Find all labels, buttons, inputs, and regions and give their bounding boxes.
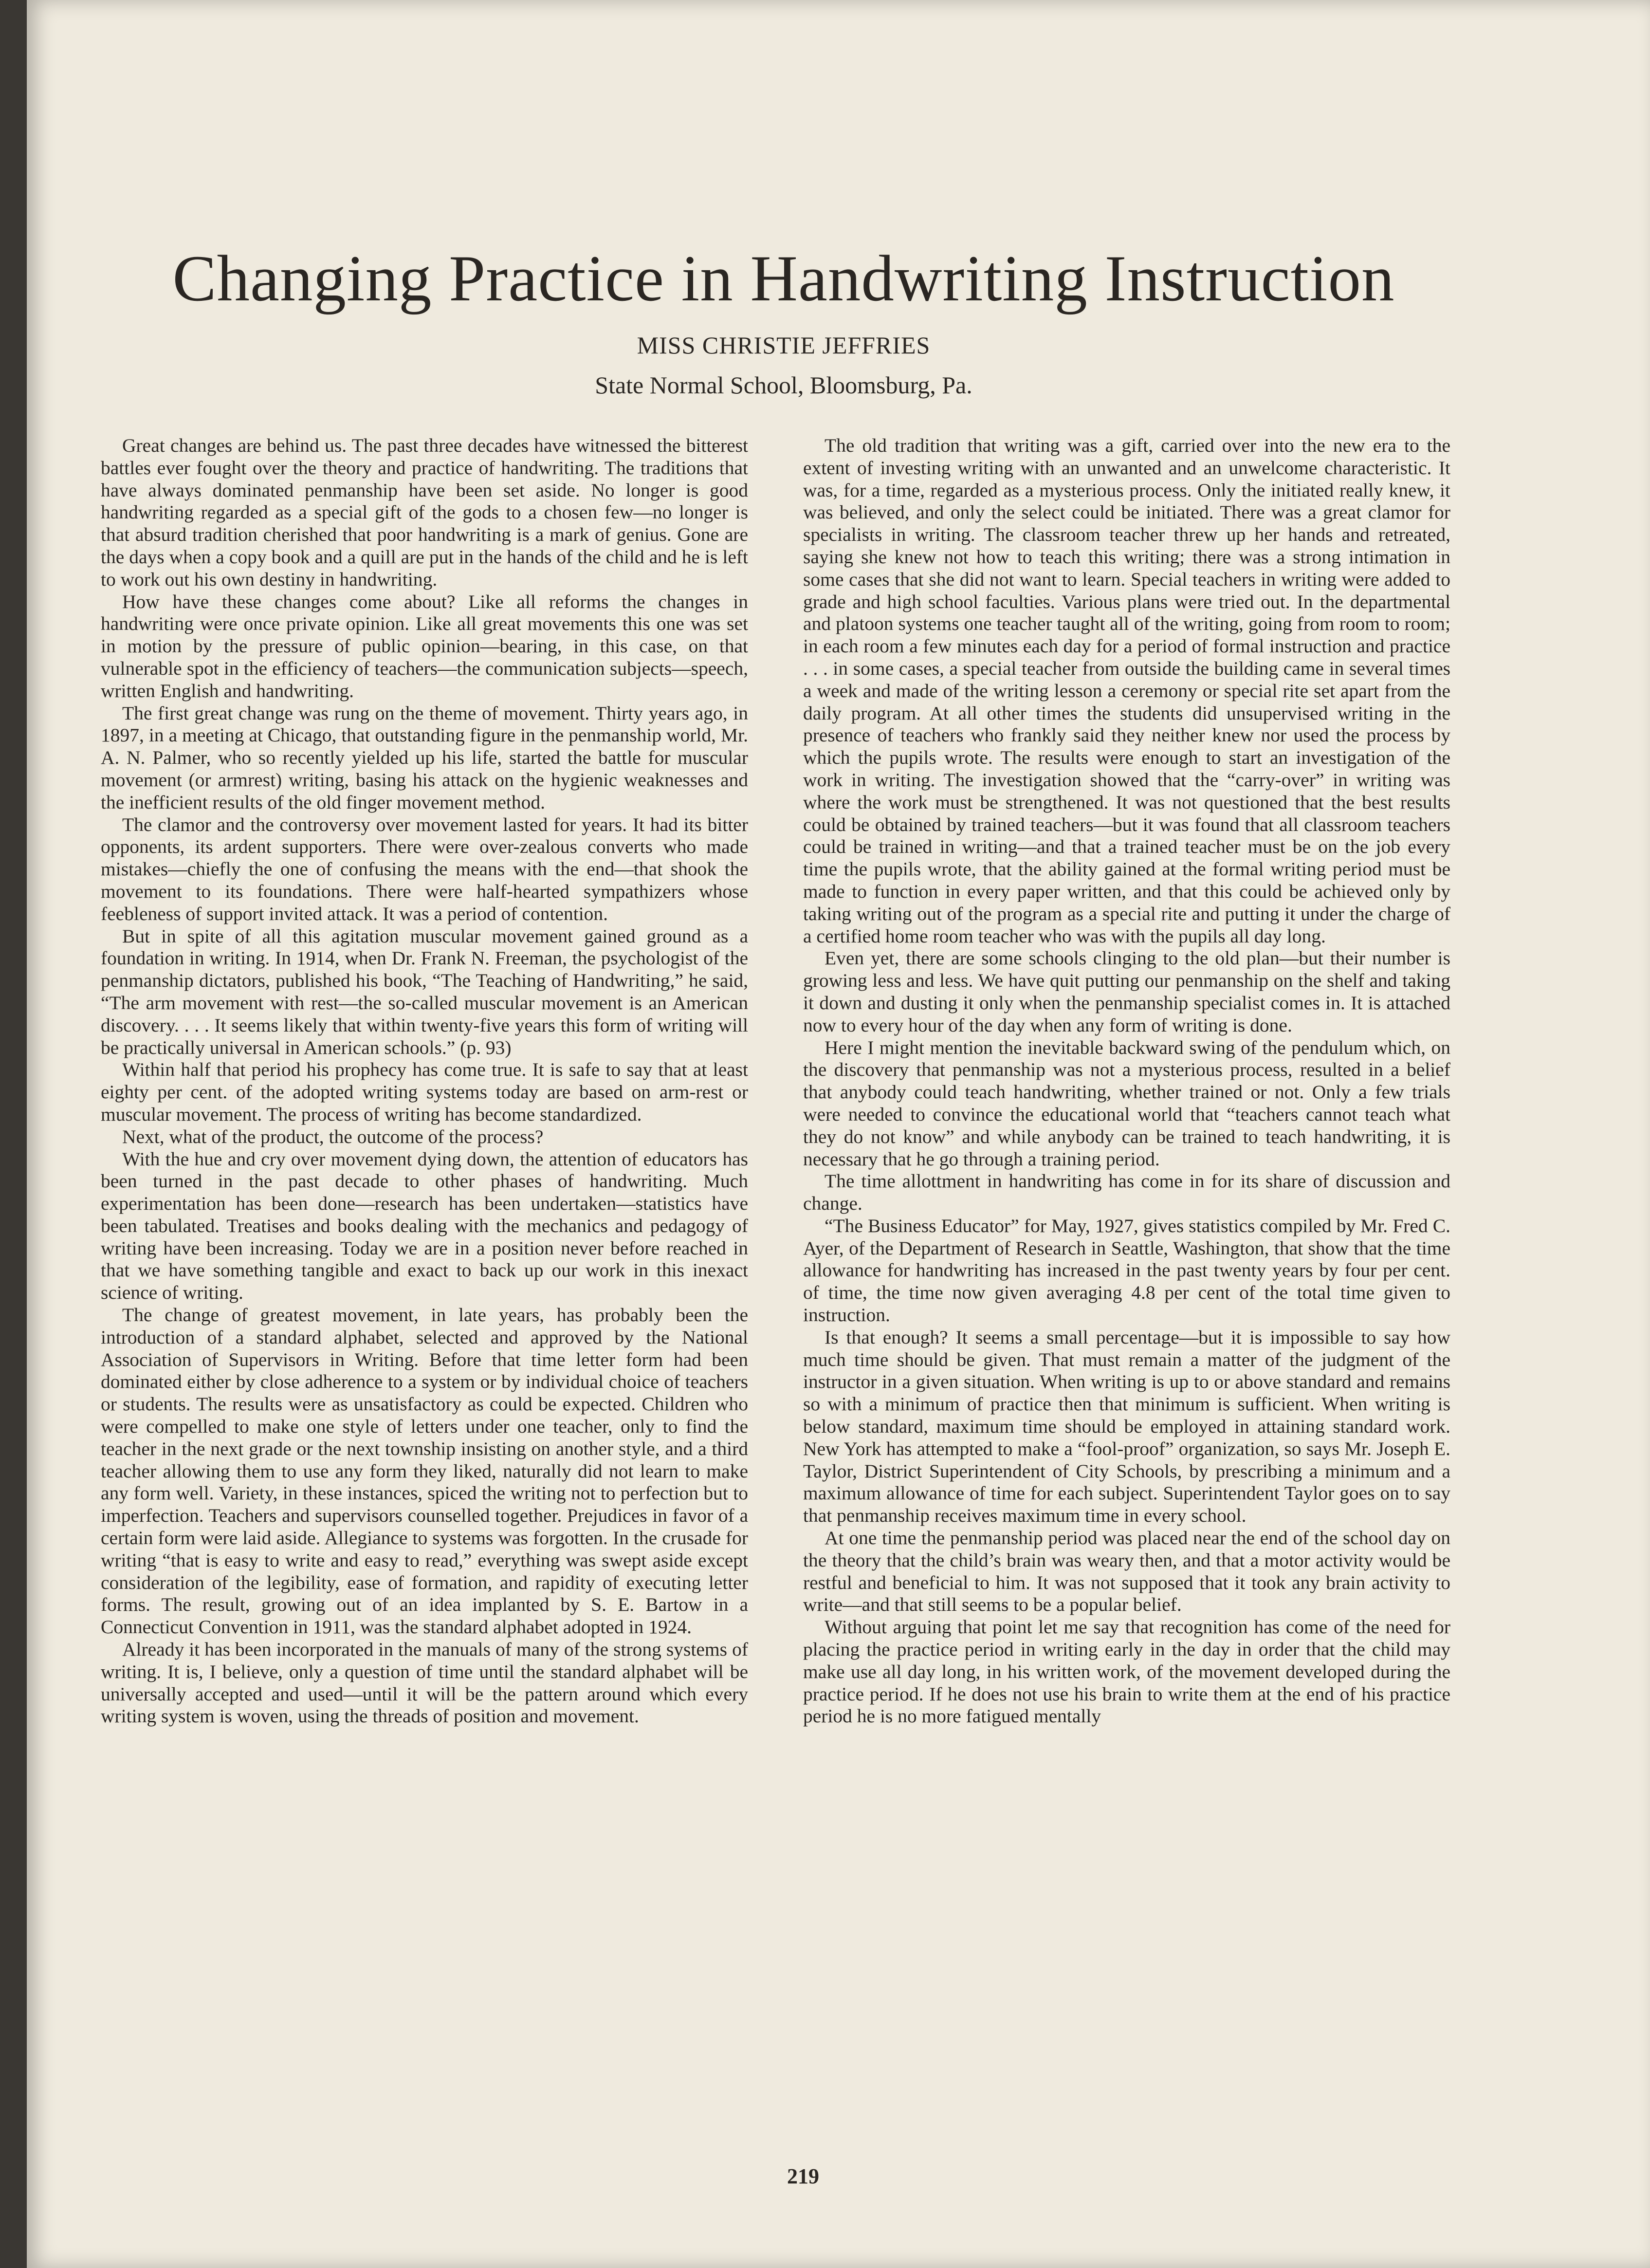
author-affiliation: State Normal School, Bloomsburg, Pa. [595, 371, 972, 399]
article-title: Changing Practice in Handwriting Instruction [172, 242, 1395, 315]
article-author: MISS CHRISTIE JEFFRIES [637, 332, 931, 359]
paragraph: The clamor and the controversy over movement lasted for years. It had its bitter opponents, its ardent supporters. There were over-zealous converts who made mistakes—chiefly the one of confusing the means with the end—that shook the movement to its foundations. There were half-hearted sympathizers whose feebleness of support invited attack. It was a period of contention. [101, 813, 748, 924]
paragraph: Great changes are behind us. The past three decades have witnessed the bitterest battles ever fought over the theory and practice of handwriting. The traditions that have always dominated penmanship have been set aside. No longer is good handwriting regarded as a special gift of the gods to a chosen few—no longer is that absurd tradition cherished that poor handwriting is a mark of genius. Gone are the days when a copy book and a quill are put in the hands of the child and he is left to work out his own destiny in handwriting. [101, 435, 748, 590]
paragraph: The old tradition that writing was a gift, carried over into the new era to the extent of investing writing with an unwanted and an unwelcome characteristic. It was, for a time, regarded as a mysterious process. Only the initiated really knew, it was believed, and only the select could be initiated. There was a great clamor for specialists in writing. The classroom teacher threw up her hands and retreated, saying she knew not how to teach this writing; there was a strong intimation in some cases that she did not want to learn. Special teachers in writing were added to grade and high school faculties. Various plans were tried out. In the departmental and platoon systems one teacher taught all of the writing, going from room to room; in each room a few minutes each day for a period of formal instruction and practice . . . in some cases, a special teacher from outside the building came in several times a week and made of the writing lesson a ceremony or special rite set apart from the daily program. At all other times the students did unsupervised writing in the presence of teachers who frankly said they neither knew nor used the process by which the pupils wrote. The results were enough to start an investigation of the work in writing. The investigation showed that the “carry-over” in writing was where the work must be strengthened. It was not questioned that the best results could be obtained by trained teachers—but it was found that all classroom teachers could be trained in writing—and that a trained teacher must be on the job every time the pupils wrote, that the ability gained at the formal writing period must be made to function in every paper written, and that this could be achieved only by taking writing out of the program as a special rite and putting it under the charge of a certified home room teacher who was with the pupils all day long. [803, 435, 1450, 947]
paragraph: With the hue and cry over movement dying down, the attention of educators has been turned in the past decade to other phases of handwriting. Much experimentation has been done—research has been undertaken—statistics have been tabulated. Treatises and books dealing with the mechanics and pedagogy of writing have been increasing. Today we are in a position never before reached in that we have something tangible and exact to back up our work in this inexact science of writing. [101, 1148, 748, 1304]
journal-page [27, 0, 1650, 2268]
paragraph: Already it has been incorporated in the manuals of many of the strong systems of writing. It is, I believe, only a question of time until the standard alphabet will be universally accepted and used—until it will be the pattern around which every writing system is woven, using the threads of position and movement. [101, 1639, 748, 1727]
paragraph: The first great change was rung on the theme of movement. Thirty years ago, in 1897, in a meeting at Chicago, that outstanding figure in the penmanship world, Mr. A. N. Palmer, who so recently yielded up his life, started the battle for muscular movement (or armrest) writing, basing his attack on the hygienic weaknesses and the inefficient results of the old finger movement method. [101, 702, 748, 813]
paragraph: Even yet, there are some schools clinging to the old plan—but their number is growing less and less. We have quit putting our penmanship on the shelf and taking it down and dusting it only when the penmanship specialist comes in. It is attached now to every hour of the day when any form of writing is done. [803, 947, 1450, 1036]
paragraph: “The Business Educator” for May, 1927, gives statistics compiled by Mr. Fred C. Ayer, of the Department of Research in Seattle, Washington, that show that the time allowance for handwriting has increased in the past twenty years by four per cent. of time, the time now given averaging 4.8 per cent of the total time given to instruction. [803, 1215, 1450, 1326]
paragraph: Within half that period his prophecy has come true. It is safe to say that at least eighty per cent. of the adopted writing systems today are based on arm-rest or muscular movement. The process of writing has become standardized. [101, 1059, 748, 1125]
paragraph: The change of greatest movement, in late years, has probably been the introduction of a standard alphabet, selected and approved by the National Association of Supervisors in Writing. Before that time letter form had been dominated either by close adherence to a system or by individual choice of teachers or students. The results were as unsatisfactory as could be expected. Children who were compelled to make one style of letters under one teacher, only to find the teacher in the next grade or the next township insisting on another style, and a third teacher allowing them to use any form they liked, naturally did not learn to make any form well. Variety, in these instances, spiced the writing not to perfection but to imperfection. Teachers and supervisors counselled together. Prejudices in favor of a certain form were laid aside. Allegiance to systems was forgotten. In the crusade for writing “that is easy to write and easy to read,” everything was swept aside except consideration of the legibility, ease of formation, and rapidity of executing letter forms. The result, growing out of an idea implanted by S. E. Bartow in a Connecticut Convention in 1911, was the standard alphabet adopted in 1924. [101, 1304, 748, 1638]
paragraph: Next, what of the product, the outcome of the process? [122, 1125, 544, 1147]
paragraph: How have these changes come about? Like all reforms the changes in handwriting were once private opinion. Like all great movements this one was set in motion by the pressure of public opinion—bearing, in this case, on that vulnerable spot in the efficiency of teachers—the communication subjects—speech, written English and handwriting. [101, 590, 748, 701]
paragraph: At one time the penmanship period was placed near the end of the school day on the theory that the child’s brain was weary then, and that a motor activity would be restful and beneficial to him. It was not supposed that it took any brain activity to write—and that still seems to be a popular belief. [803, 1527, 1450, 1616]
left-column [101, 435, 748, 1728]
paragraph: The time allottment in handwriting has come in for its share of discussion and change. [803, 1170, 1450, 1215]
page-number: 219 [787, 2164, 819, 2188]
paragraph: Here I might mention the inevitable backward swing of the pendulum which, on the discovery that penmanship was not a mysterious process, resulted in a belief that anybody could teach handwriting, whether trained or not. Only a few trials were needed to convince the educational world that “teachers cannot teach what they do not know” and while anybody can be trained to teach handwriting, it is necessary that he go through a training period. [803, 1036, 1450, 1170]
paragraph: Without arguing that point let me say that recognition has come of the need for placing the practice period in writing early in the day in order that the child may make use all day long, in his written work, of the movement developed during the practice period. If he does not use his brain to write them at the end of his practice period he is no more fatigued mentally [803, 1616, 1450, 1727]
right-column [803, 435, 1450, 1728]
paragraph: Is that enough? It seems a small percentage—but it is impossible to say how much time should be given. That must remain a matter of the judgment of the instructor in a given situation. When writing is up to or above standard and remains so with a minimum of practice then that minimum is sufficient. When writing is below standard, maximum time should be employed in attaining standard work. New York has attempted to make a “fool-proof” organization, so says Mr. Joseph E. Taylor, District Superintendent of City Schools, by prescribing a minimum and a maximum allowance of time for each subject. Superintendent Taylor goes on to say that penmanship receives maximum time in every school. [803, 1326, 1450, 1527]
paragraph: But in spite of all this agitation muscular movement gained ground as a foundation in writing. In 1914, when Dr. Frank N. Freeman, the psychologist of the penmanship dictators, published his book, “The Teaching of Handwriting,” he said, “The arm movement with rest—the so-called muscular movement is an American discovery. . . . It seems likely that within twenty-five years this form of writing will be practically universal in American schools.” (p. 93) [101, 925, 748, 1058]
